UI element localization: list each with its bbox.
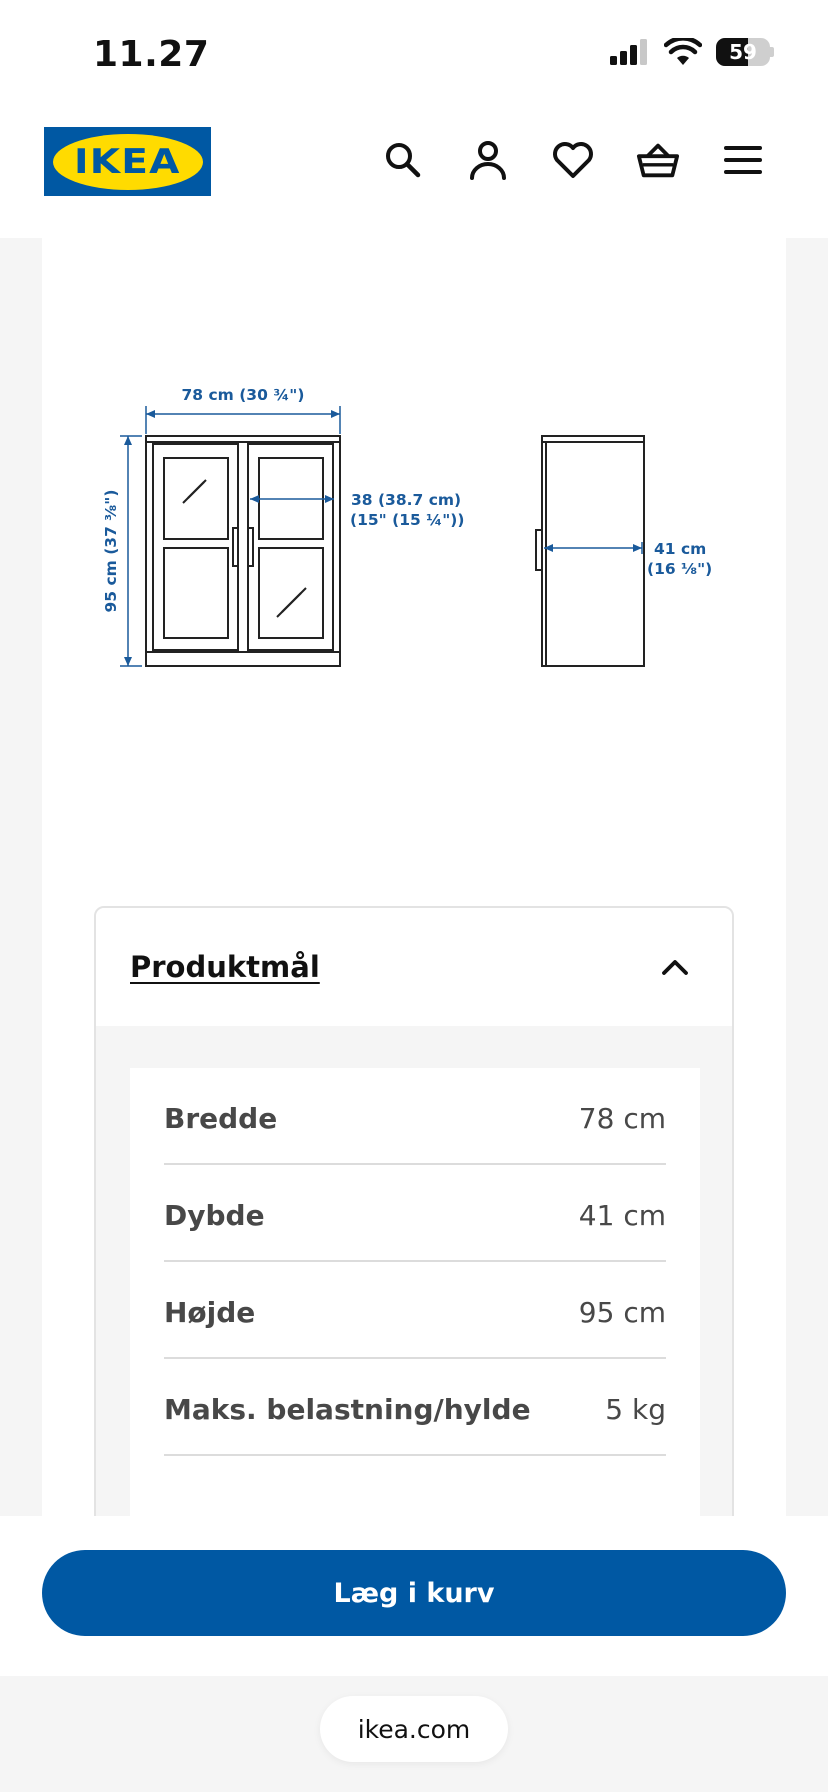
spec-value: 78 cm [578, 1102, 666, 1135]
accordion-header[interactable] [96, 908, 732, 1026]
spec-value: 95 cm [578, 1296, 666, 1329]
spec-row [164, 1359, 666, 1456]
spec-row [164, 1165, 666, 1262]
right-handle [248, 528, 253, 566]
status-time: 11.27 [93, 34, 210, 75]
chevron-up-icon[interactable] [660, 952, 690, 982]
depth-dimension-label-1: 41 cm [654, 540, 707, 558]
spec-label: Maks. belastning/hylde [164, 1393, 531, 1426]
spec-label: Dybde [164, 1199, 265, 1232]
status-icons [610, 38, 774, 66]
depth-dimension-label-2: (16 ⅛") [647, 560, 713, 578]
wifi-icon [664, 38, 702, 66]
spec-value: 5 kg [605, 1393, 666, 1426]
status-bar [0, 0, 828, 100]
cabinet-front-outline [146, 436, 340, 666]
inner-depth-label-1: 38 (38.7 cm) [351, 491, 462, 509]
heart-icon[interactable] [551, 138, 595, 182]
sticky-cart-bar [0, 1516, 828, 1676]
width-dimension-label: 78 cm (30 ¾") [181, 386, 305, 404]
product-content [42, 238, 786, 1518]
ikea-logo[interactable] [44, 127, 211, 196]
spec-table [130, 1068, 700, 1546]
bottom-bar [0, 1516, 828, 1792]
product-dimensions-accordion [94, 906, 734, 1546]
left-handle [233, 528, 238, 566]
spec-row [164, 1262, 666, 1359]
cabinet-side-outline [542, 436, 644, 666]
battery-level: 59 [729, 40, 757, 64]
spec-label: Bredde [164, 1102, 278, 1135]
site-header [0, 100, 828, 238]
battery-icon [716, 38, 774, 66]
add-to-cart-button[interactable]: Læg i kurv [42, 1550, 786, 1636]
accordion-title[interactable]: Produktmål [130, 950, 320, 984]
cellular-signal-icon [610, 39, 650, 65]
basket-icon[interactable] [636, 138, 680, 182]
spec-label: Højde [164, 1296, 256, 1329]
spec-row [164, 1068, 666, 1165]
search-icon[interactable] [381, 138, 425, 182]
logo-text: IKEA [74, 141, 181, 182]
dimension-diagram [42, 358, 786, 678]
spec-value: 41 cm [578, 1199, 666, 1232]
inner-depth-label-2: (15" (15 ¼")) [350, 511, 465, 529]
profile-icon[interactable] [466, 138, 510, 182]
height-dimension-label: 95 cm (37 ⅜") [102, 489, 120, 613]
browser-url-bar[interactable]: ikea.com [320, 1696, 508, 1762]
menu-icon[interactable] [721, 138, 765, 182]
